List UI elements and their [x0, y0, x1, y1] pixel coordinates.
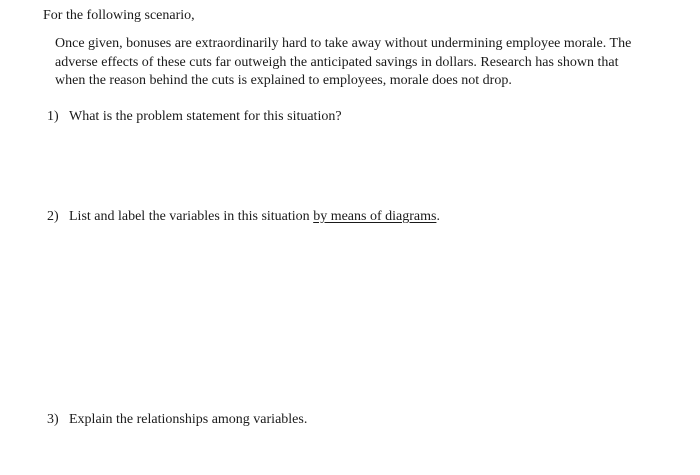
- question-text: What is the problem statement for this situation?: [69, 109, 342, 124]
- question-3: [47, 411, 307, 429]
- question-1: [47, 108, 342, 126]
- underlined-phrase: by means of diagrams: [313, 209, 437, 224]
- scenario-paragraph: [55, 35, 670, 91]
- scenario-line: Once given, bonuses are extraordinarily hard to take away without undermining employee morale. The: [55, 36, 632, 51]
- question-2: [47, 208, 440, 226]
- scenario-line: adverse effects of these cuts far outweigh the anticipated savings in dollars. Research has shown that: [55, 54, 619, 70]
- question-text: Explain the relationships among variables.: [69, 412, 308, 427]
- question-text: List and label the variables in this situation: [69, 209, 314, 224]
- intro-text: For the following scenario,: [43, 8, 195, 23]
- question-number: 1): [47, 109, 59, 124]
- question-suffix: .: [436, 209, 440, 224]
- question-number: 3): [47, 412, 59, 427]
- scenario-line: when the reason behind the cuts is explained to employees, morale does not drop.: [55, 73, 512, 88]
- question-number: 2): [47, 209, 59, 224]
